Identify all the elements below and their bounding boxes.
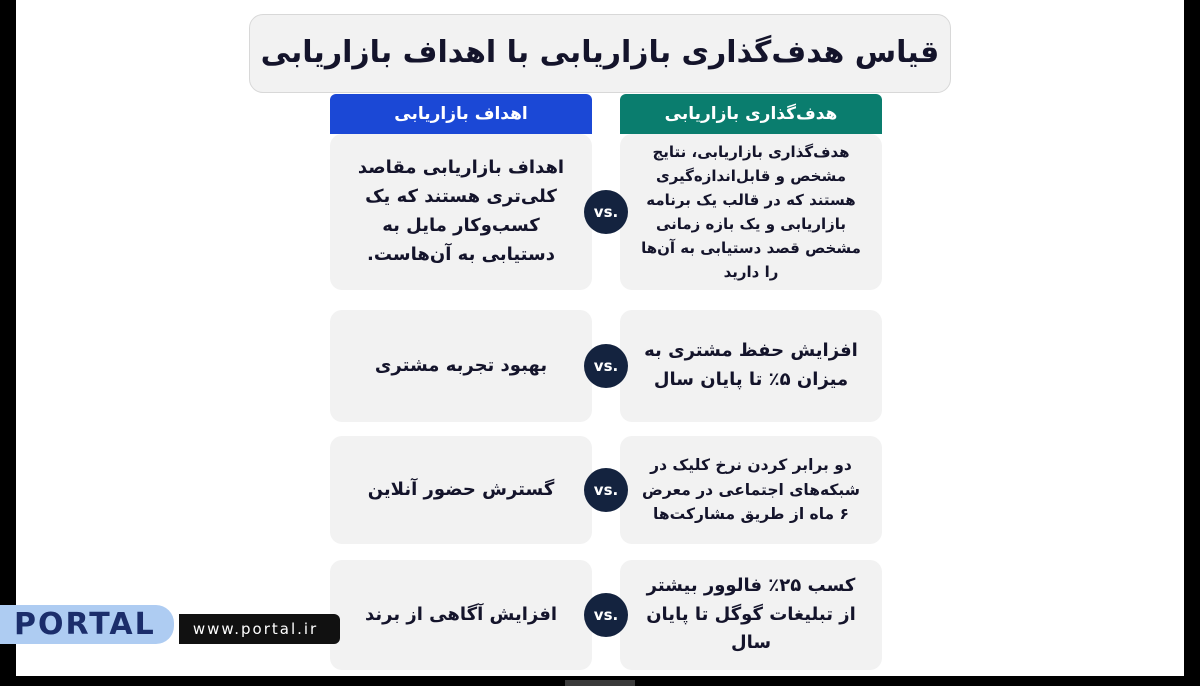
- title-card: [249, 14, 951, 93]
- column-header-goals-label: اهداف بازاریابی: [394, 104, 528, 124]
- bottom-notch: [565, 680, 635, 686]
- goal-cell: گسترش حضور آنلاین: [330, 436, 592, 544]
- goal-cell: اهداف بازاریابی مقاصد کلی‌تری هستند که یک کسب‌وکار مایل به دستیابی به آن‌هاست.: [330, 134, 592, 290]
- watermark-brand: PORTAL: [0, 605, 174, 644]
- objective-cell: هدف‌گذاری بازاریابی، نتایج مشخص و قابل‌اندازه‌گیری هستند که در قالب یک برنامه بازاریابی و یک بازه زمانی مشخص قصد دستیابی به آن‌ها را دارید: [620, 134, 882, 290]
- column-header-objectives-label: هدف‌گذاری بازاریابی: [664, 104, 838, 124]
- page-title: قیاس هدف‌گذاری بازاریابی با اهداف بازاریابی: [260, 35, 940, 71]
- left-letterbox-bar: [0, 0, 16, 686]
- comparison-row: [330, 436, 882, 544]
- objective-cell: کسب ۲۵٪ فالوور بیشتر از تبلیغات گوگل تا پایان سال: [620, 560, 882, 670]
- bottom-letterbox-bar: [0, 676, 1200, 686]
- vs-badge: vs.: [584, 190, 628, 234]
- watermark-url: www.portal.ir: [179, 614, 340, 644]
- objective-cell: دو برابر کردن نرخ کلیک در شبکه‌های اجتماعی در معرض ۶ ماه از طریق مشارکت‌ها: [620, 436, 882, 544]
- vs-badge: vs.: [584, 593, 628, 637]
- vs-badge: vs.: [584, 344, 628, 388]
- right-letterbox-bar: [1184, 0, 1200, 686]
- column-header-goals: [330, 94, 592, 134]
- comparison-row: [330, 310, 882, 422]
- comparison-row: [330, 560, 882, 670]
- goal-cell: افزایش آگاهی از برند: [330, 560, 592, 670]
- watermark: [0, 605, 340, 644]
- column-header-objectives: [620, 94, 882, 134]
- comparison-row: [330, 134, 882, 290]
- objective-cell: افزایش حفظ مشتری به میزان ۵٪ تا پایان سال: [620, 310, 882, 422]
- vs-badge: vs.: [584, 468, 628, 512]
- goal-cell: بهبود تجربه مشتری: [330, 310, 592, 422]
